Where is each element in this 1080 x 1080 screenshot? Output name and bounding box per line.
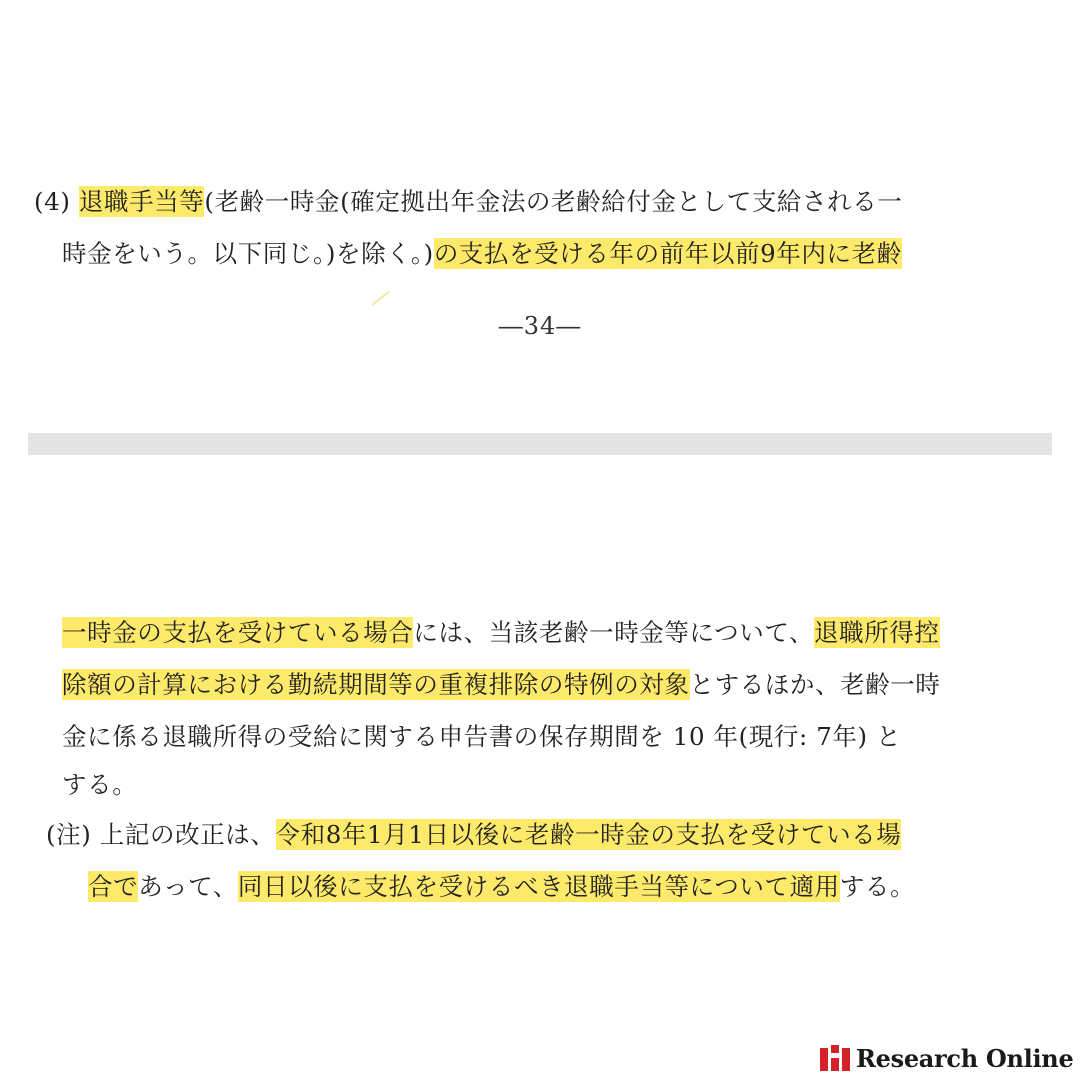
text-span: する。 [839, 872, 916, 901]
highlighted-text: 合で [88, 872, 139, 901]
text-span: (注) 上記の改正は、 [46, 820, 276, 849]
stray-highlight-mark [371, 291, 390, 306]
research-online-logo [820, 1038, 1073, 1078]
page-separator [28, 433, 1052, 455]
highlighted-text: 退職手当等 [78, 187, 205, 216]
text-span: (老齢一時金(確定拠出年金法の老齢給付金として支給される一 [204, 187, 903, 216]
text-span: 金に係る退職所得の受給に関する申告書の保存期間を 10 年(現行: 7年) と [62, 722, 902, 751]
text-span: あって、 [138, 872, 238, 901]
highlighted-text: 令和8年1月1日以後に老齢一時金の支払を受けている場 [275, 820, 902, 849]
highlighted-text: 同日以後に支払を受けるべき退職手当等について適用 [237, 872, 840, 901]
logo-text: Research Online [856, 1043, 1074, 1073]
text-span: 時金をいう。以下同じ。)を除く。) [62, 239, 434, 268]
text-line [62, 613, 940, 653]
highlighted-text: の支払を受ける年の前年以前9年内に老齢 [433, 239, 902, 268]
text-span: する。 [62, 770, 138, 799]
text-line [62, 665, 941, 705]
text-span: とするほか、老齢一時 [689, 670, 941, 699]
text-line [62, 765, 137, 805]
text-line [34, 182, 902, 222]
highlighted-text: 退職所得控 [814, 618, 940, 647]
highlighted-text: 一時金の支払を受けている場合 [62, 618, 414, 647]
page-number: ―34― [498, 312, 582, 340]
highlighted-text: 除額の計算における勤続期間等の重複排除の特例の対象 [62, 670, 690, 699]
text-line [62, 234, 902, 274]
document-page-bottom [0, 455, 1080, 1080]
text-line [62, 717, 901, 757]
note-line [46, 815, 901, 855]
logo-mark-icon [820, 1045, 850, 1071]
document-page-top [0, 0, 1080, 433]
text-span: には、当該老齢一時金等について、 [413, 618, 815, 647]
text-span: (4) [34, 187, 71, 216]
note-line [88, 867, 915, 907]
